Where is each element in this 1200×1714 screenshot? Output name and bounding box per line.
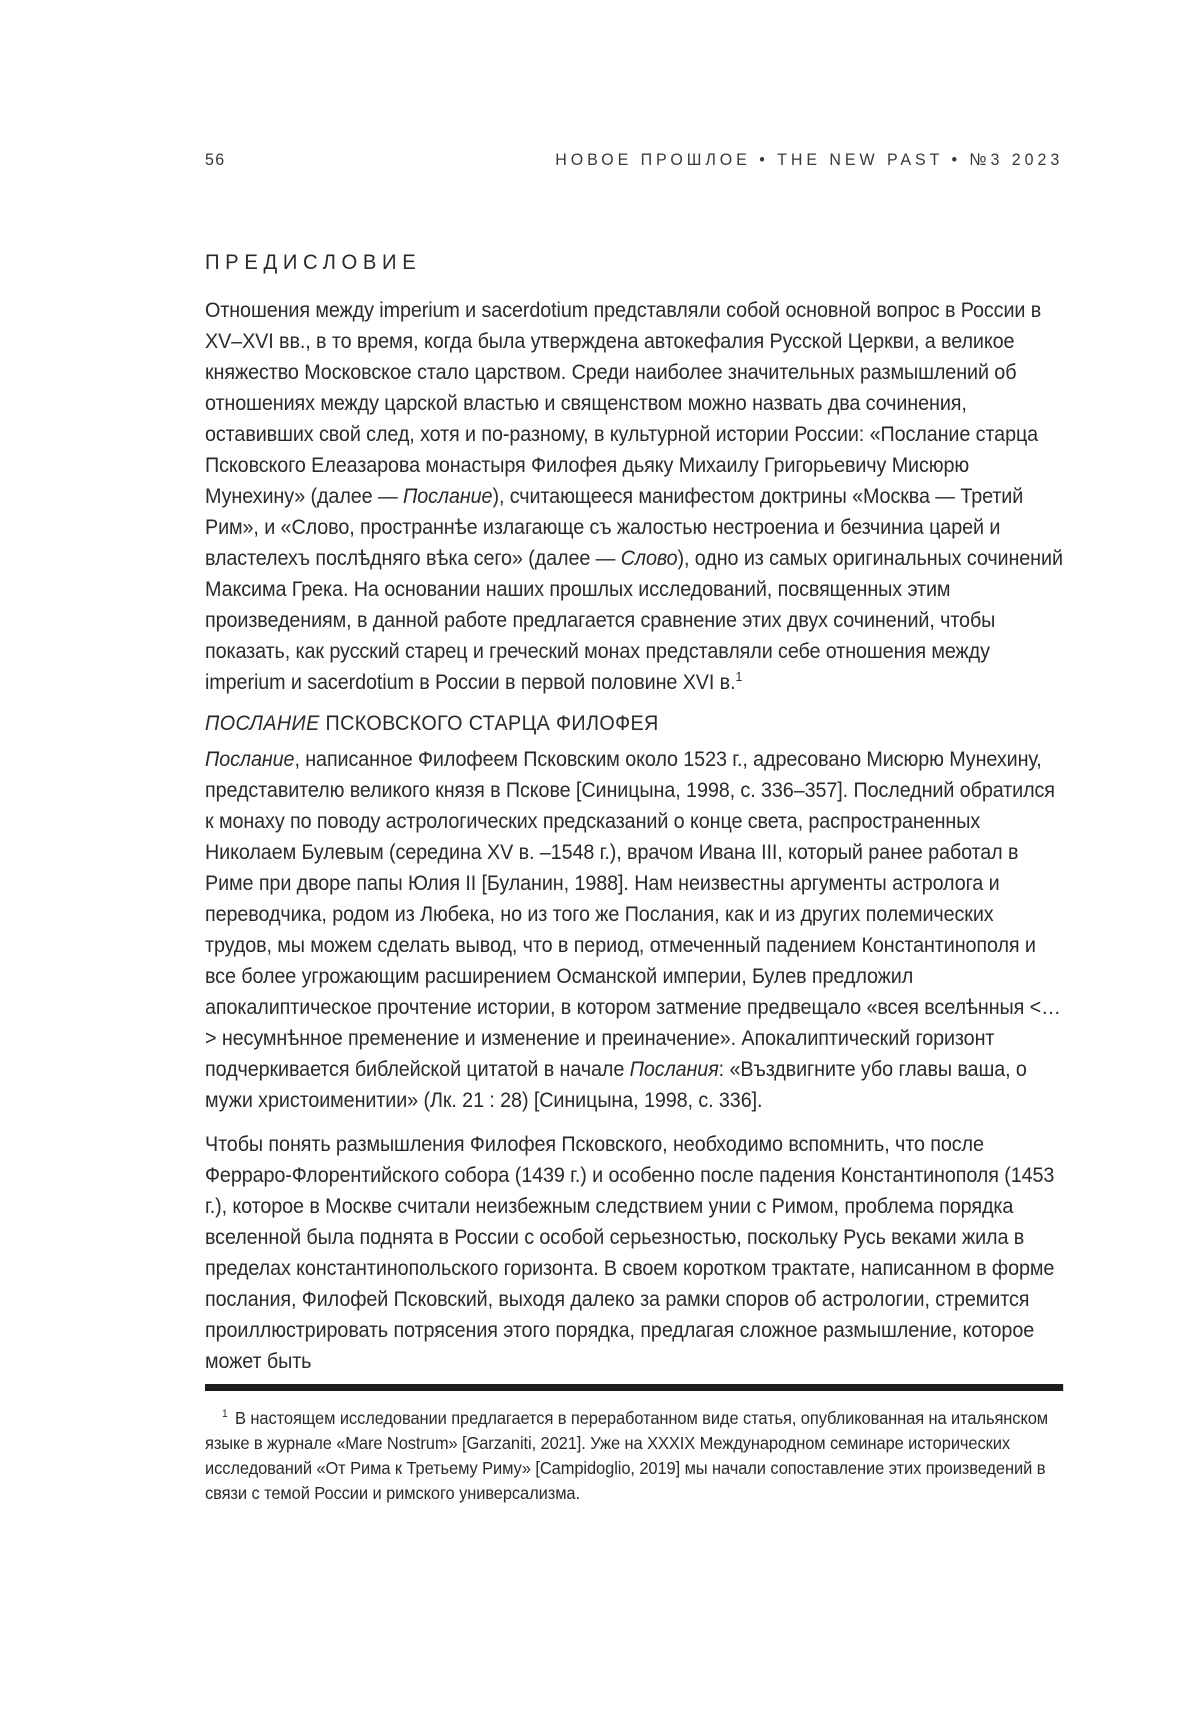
running-head <box>205 150 1063 170</box>
footnote <box>205 1406 1063 1506</box>
footnote-marker: 1 <box>221 1408 228 1421</box>
footnote-divider <box>205 1384 1063 1391</box>
section-paragraph: Чтобы понять размышления Филофея Псковского, необходимо вспомнить, что после Ферраро-Флорентийского собора (1439 г.) и особенно после падения Константинополя (1453 г.), которое в Москве считали неизбежным следствием унии с Римом, проблема порядка вселенной была поднята в России с особой серьезностью, поскольку Русь веками жила в пределах константинопольского горизонта. В своем коротком трактате, написанном в форме послания, Филофей Псковский, выходя далеко за рамки споров об астрологии, стремится проиллюстрировать потрясения этого порядка, предлагая сложное размышление, которое может быть <box>205 1133 1055 1373</box>
journal-title: НОВОЕ ПРОШЛОЕ • THE NEW PAST • №3 2023 <box>555 150 1064 169</box>
text-column <box>205 0 1063 1506</box>
section-paragraph: Послание, написанное Филофеем Псковским около 1523 г., адресовано Мисюрю Мунехину, представителю великого князя в Пскове [Синицына, 1998, с. 336–357]. Последний обратился к монаху по поводу астрологических предсказаний о конце света, распространенных Николаем Булевым (середина XV в. –1548 г.), врачом Ивана III, который ранее работал в Риме при дворе папы Юлия II [Буланин, 1988]. Нам неизвестны аргументы астролога и переводчика, родом из Любека, но из того же Послания, как и из других полемических трудов, мы можем сделать вывод, что в период, отмеченный падением Константинополя и все более угрожающим расширением Османской империи, Булев предложил апокалиптическое прочтение истории, в котором затмение предвещало «всея вселѣнныя <…> несумнѣнное пременение и изменение и преиначение». Апокалиптический горизонт подчеркивается библейской цитатой в начале Послания: «Въздвигните убо главы ваша, о мужи христоименитии» (Лк. 21 : 28) [Синицына, 1998, с. 336]. <box>205 748 1061 1112</box>
preface-paragraph: Отношения между imperium и sacerdotium представляли собой основной вопрос в России в XV–XVI вв., в то время, когда была утверждена автокефалия Русской Церкви, а великое княжество Московское стало царством. Среди наиболее значительных размышлений об отношениях между царской властью и священством можно назвать два сочинения, оставивших свой след, хотя и по-разному, в культурной истории России: «Послание старца Псковского Елеазарова монастыря Филофея дьяку Михаилу Григорьевичу Мисюрю Мунехину» (далее — Послание), считающееся манифестом доктрины «Москва — Третий Рим», и «Слово, пространнѣе излагающе съ жалостью нестроениа и безчиниа царей и властелехъ послѣдняго вѣка сего» (далее — Слово), одно из самых оригинальных сочинений Максима Грека. На основании наших прошлых исследований, посвященных этим произведениям, в данной работе предлагается сравнение этих двух сочинений, чтобы показать, как русский старец и греческий монах представляли себе отношения между imperium и sacerdotium в России в первой половине XVI в.$^1$ <box>205 299 1063 694</box>
section-heading: ПОСЛАНИЕ ПСКОВСКОГО СТАРЦА ФИЛОФЕЯ <box>205 712 659 735</box>
footnote-text: В настоящем исследовании предлагается в переработанном виде статья, опубликованная на итальянском языке в журнале «Mare Nostrum» [Garzaniti, 2021]. Уже на XXXIX Международном семинаре исторических исследований «От Рима к Третьему Риму» [Campidoglio, 2019] мы начали сопоставление этих произведений в связи с темой России и римского универсализма. <box>205 1408 1049 1503</box>
preface-heading: ПРЕДИСЛОВИЕ <box>205 250 422 274</box>
page-number: 56 <box>205 150 226 169</box>
